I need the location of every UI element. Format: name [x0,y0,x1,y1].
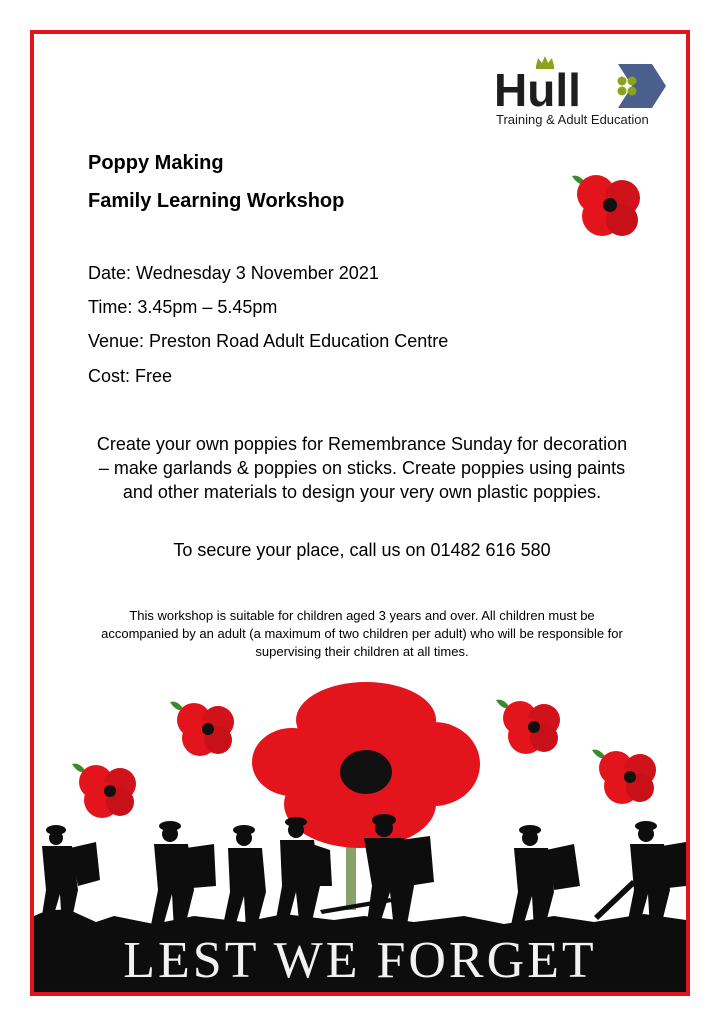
title-poppy-making: Poppy Making [88,152,224,174]
scene-illustration [34,680,686,940]
age-requirements-note: This workshop is suitable for children aged 3 years and over. All children must be accompanied by an adult (a maximum of two children per adult) who will be responsible for supervising their children at all times. [101,608,623,659]
poppy-icon [592,750,656,804]
event-cost: Cost: Free [88,366,173,386]
title-family-learning: Family Learning Workshop [88,190,345,212]
arrow-logo-icon [618,64,667,108]
event-time: Time: 3.45pm – 5.45pm [88,297,278,317]
hull-logo-mark [494,54,674,110]
remembrance-scene [34,680,686,992]
event-date: Date: Wednesday 3 November 2021 [88,263,379,283]
lest-we-forget-banner: LEST WE FORGET [123,932,597,989]
poppy-icon [170,702,234,756]
poppy-icon [566,170,648,240]
event-description: Create your own poppies for Remembrance Sunday for decoration – make garlands & poppies on sticks. Create poppies using paints and other materials to design your very own plastic poppies. [96,434,628,502]
event-venue: Venue: Preston Road Adult Education Centre [88,331,449,351]
poppy-icon [496,700,560,754]
logo-tagline: Training & Adult Education [496,112,649,127]
hull-logo [494,54,674,130]
poppy-icon [72,764,136,818]
logo-wordmark: Hull [494,64,581,110]
booking-call-to-action: To secure your place, call us on 01482 616 580 [173,540,551,560]
